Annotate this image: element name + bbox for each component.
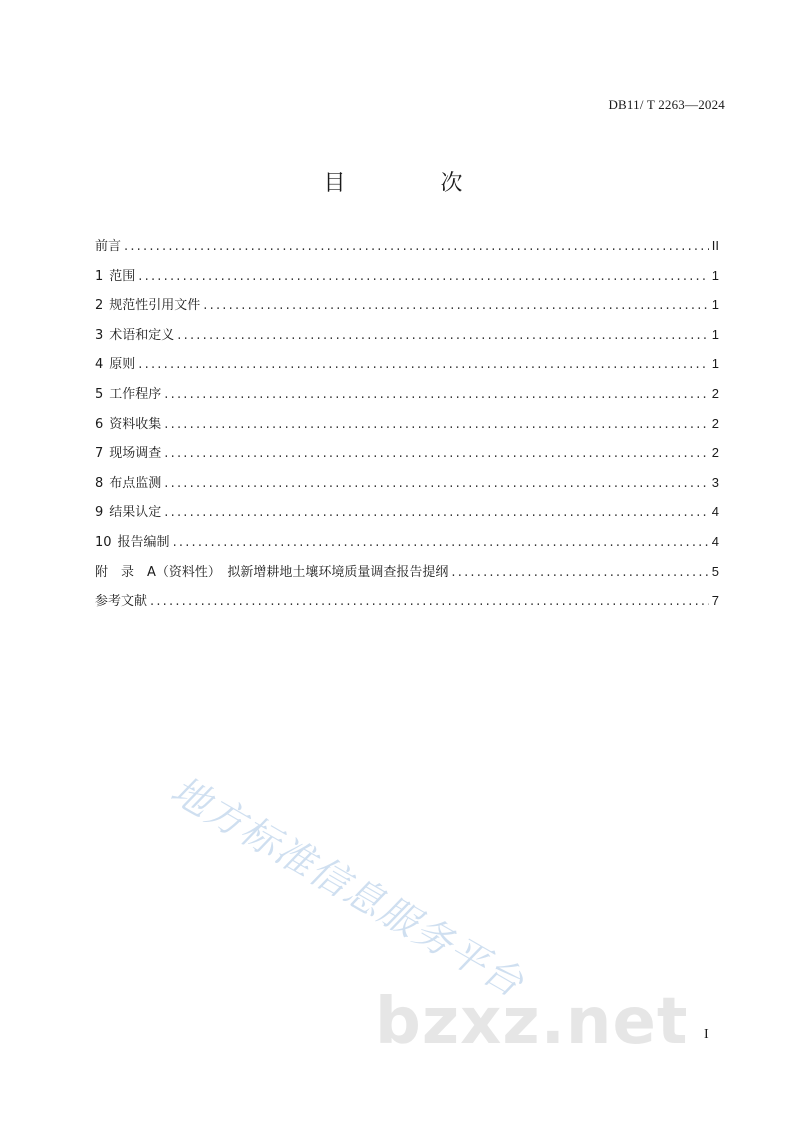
toc-entry-data-collection[interactable] (95, 409, 719, 439)
toc-entry-work-procedure[interactable] (95, 379, 719, 409)
toc-leader-dots (164, 380, 708, 410)
toc-entry-foreword[interactable] (95, 231, 719, 261)
toc-entry-terms-definitions[interactable] (95, 320, 719, 350)
toc-entry-number: 2 (95, 298, 104, 314)
toc-entry-label: 工作程序 (109, 386, 162, 402)
toc-entry-number: 3 (95, 327, 104, 343)
page-number: I (704, 1027, 709, 1042)
toc-leader-dots (150, 587, 709, 617)
toc-entry-page: 1 (711, 267, 719, 283)
toc-entry-principles[interactable] (95, 349, 719, 379)
toc-entry-result-determination[interactable] (95, 497, 719, 527)
toc-entry-page: 3 (711, 474, 719, 490)
toc-leader-dots (451, 558, 708, 588)
toc-entry-report-preparation[interactable] (95, 527, 719, 557)
watermark-platform-text: 地方标准信息服务平台 (163, 767, 532, 1006)
toc-entry-page: 4 (711, 533, 719, 549)
toc-entry-label: 资料收集 (109, 416, 162, 432)
toc-entry-page: 2 (711, 445, 719, 461)
watermark-site-text: bzxz.net (375, 985, 689, 1059)
toc-entry-number: 6 (95, 416, 104, 432)
toc-entry-label: 报告编制 (117, 534, 170, 550)
toc-entry-page: II (711, 238, 719, 253)
toc-entry-number: 7 (95, 446, 104, 462)
toc-entry-label: 原则 (109, 357, 136, 373)
toc-entry-label: 布点监测 (109, 475, 162, 491)
toc-entry-page: 2 (711, 385, 719, 401)
toc-entry-appendix-a[interactable] (95, 557, 719, 587)
toc-entry-label: 规范性引用文件 (109, 298, 201, 314)
toc-leader-dots (138, 350, 708, 380)
toc-entry-bibliography[interactable] (95, 586, 719, 616)
toc-leader-dots (164, 469, 708, 499)
toc-leader-dots (164, 439, 708, 469)
toc-entry-label: 附 录 A（资料性） 拟新增耕地土壤环境质量调查报告提纲 (95, 564, 449, 580)
toc-leader-dots (177, 321, 708, 351)
toc-entry-label: 参考文献 (95, 594, 148, 610)
toc-entry-label: 前言 (95, 239, 122, 254)
toc-entry-site-survey[interactable] (95, 438, 719, 468)
toc-entry-label: 范围 (109, 268, 136, 284)
toc-leader-dots (138, 262, 708, 292)
toc-entry-normative-references[interactable] (95, 290, 719, 320)
toc-entry-page: 1 (711, 356, 719, 372)
toc-entry-page: 2 (711, 415, 719, 431)
toc-entry-scope[interactable] (95, 261, 719, 291)
toc-entry-number: 1 (95, 268, 104, 284)
toc-entry-number: 4 (95, 357, 104, 373)
toc-entry-sampling-monitoring[interactable] (95, 468, 719, 498)
toc-entry-page: 1 (711, 297, 719, 313)
toc-entry-number: 10 (95, 534, 112, 550)
toc-entry-label: 现场调查 (109, 446, 162, 462)
toc-entry-number: 9 (95, 505, 104, 521)
toc-leader-dots (164, 498, 708, 528)
toc-leader-dots (173, 528, 709, 558)
toc-entry-page: 5 (711, 563, 719, 579)
toc-leader-dots (124, 232, 709, 262)
toc-entry-number: 8 (95, 475, 104, 491)
toc-entry-page: 4 (711, 504, 719, 520)
toc-entry-label: 术语和定义 (109, 327, 175, 343)
document-code: DB11/ T 2263—2024 (608, 97, 725, 112)
page-title: 目 次 (323, 171, 507, 196)
toc-leader-dots (203, 291, 708, 321)
table-of-contents (95, 231, 719, 616)
toc-entry-page: 7 (711, 593, 719, 609)
toc-leader-dots (164, 410, 708, 440)
toc-entry-page: 1 (711, 326, 719, 342)
toc-entry-number: 5 (95, 386, 104, 402)
toc-entry-label: 结果认定 (109, 505, 162, 521)
